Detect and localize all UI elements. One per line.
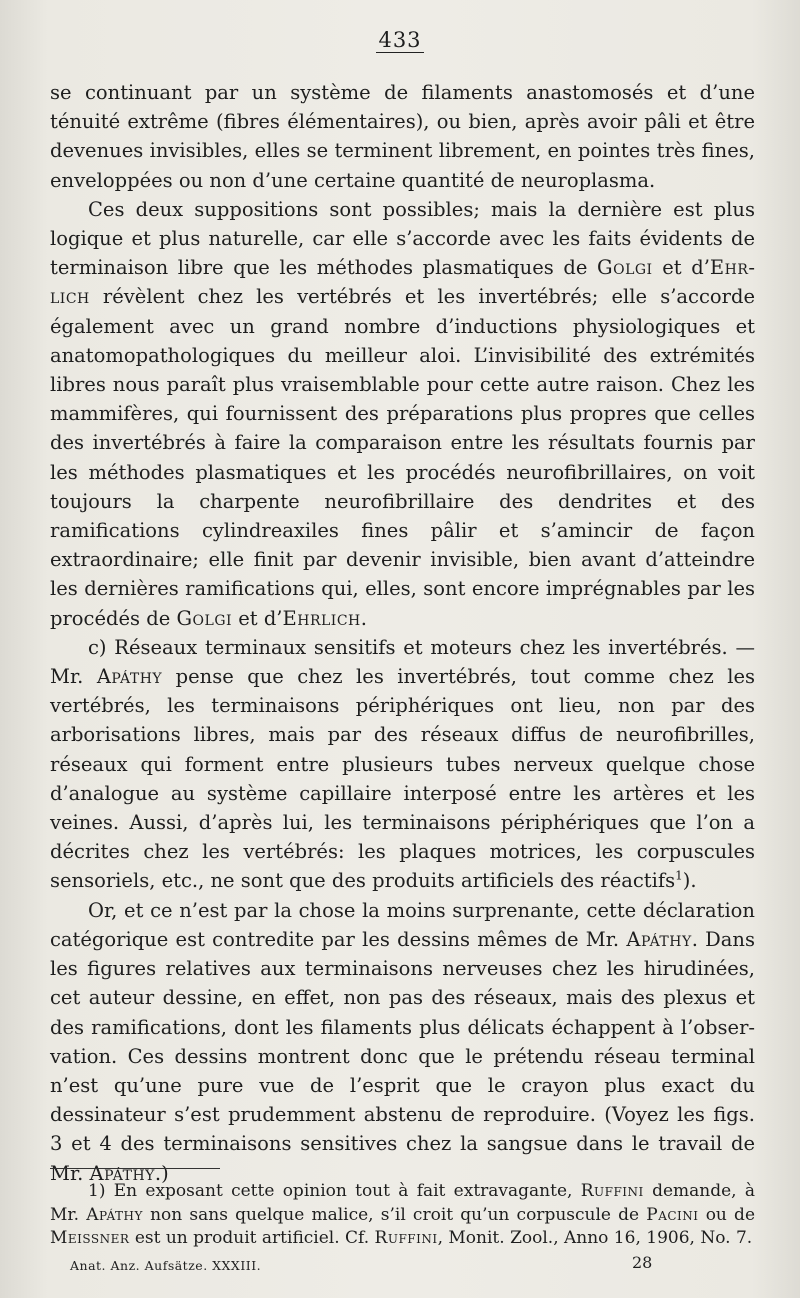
- text-run: .: [360, 606, 367, 630]
- footnote-paragraph: [50, 1180, 755, 1251]
- signature-mark: 28: [632, 1253, 653, 1272]
- page-number: 433: [378, 28, 422, 52]
- text-run: demande, à Mr.: [50, 1181, 756, 1225]
- text-run: Ces deux suppositions sont possibles; mais la dernière est plus logique et plus naturelle, car elle s’accorde avec les faits évidents de terminaison libre que les méthodes plasmatiques de: [50, 197, 755, 280]
- journal-footer: Anat. Anz. Aufsätze. XXXIII.: [70, 1258, 262, 1273]
- footnote-marker: 1: [675, 868, 683, 883]
- text-run: et d’: [232, 606, 283, 630]
- text-run: pense que chez les invertébrés, tout comme chez les vertébrés, les terminaisons périphériques ont lieu, non par des arborisations libres, mais par des réseaux diffus de neurofibrilles, réseaux qui forment entre plusieurs tubes nerveux quelque chose d’analogue au système capillaire interposé entre les artères et les veines. Aussi, d’après lui, les terminaisons périphériques que l’on a décrites chez les vertébrés: les plaques motrices, les corpuscules sensoriels, etc., ne sont que des produits artificiels des réactifs: [50, 665, 755, 893]
- author-name: Apáthy: [89, 1161, 155, 1185]
- text-run: . Dans les figures relatives aux terminaisons nerveuses chez les hirudinées, cet auteur dessine, en effet, non pas des réseaux, mais des plexus et des ramifications, dont les filaments plus délicats échappent à l’observation. Ces dessins montrent donc que le prétendu réseau terminal n’est qu’une pure vue de l’esprit que le crayon plus exact du dessinateur s’est prudemment abstenu de reproduire. (Voyez les figs. 3 et 4 des terminaisons sensitives chez la sangsue dans le travail de Mr.: [50, 927, 755, 1185]
- text-run: , Monit. Zool., Anno 16, 1906, No. 7.: [437, 1228, 753, 1248]
- text-run: non sans quelque malice, s’il croit qu’un corpuscule de: [142, 1204, 647, 1225]
- text-run: c) Réseaux terminaux sensitifs et moteurs chez les invertébrés. — Mr.: [50, 635, 755, 689]
- author-name: Golgi: [597, 256, 653, 280]
- author-name: Ruffini: [374, 1228, 438, 1248]
- text-run: Or, et ce n’est par la chose la moins surprenante, cette déclaration catégorique est contredite par les dessins mêmes de Mr.: [50, 898, 755, 951]
- author-name: Apáthy: [86, 1204, 143, 1225]
- footnote: [50, 1180, 755, 1251]
- body-text: [50, 78, 755, 1188]
- footnote-rule: [50, 1168, 220, 1169]
- paragraph: [50, 633, 755, 896]
- author-name: Apáthy: [96, 665, 163, 689]
- author-name: Ruffini: [580, 1181, 644, 1201]
- text-run: .): [154, 1161, 169, 1185]
- paragraph: [50, 195, 755, 633]
- text-run: ).: [682, 869, 697, 893]
- author-name: Apáthy: [626, 927, 692, 951]
- author-name: Pacini: [646, 1204, 699, 1225]
- text-run: est un produit artificiel. Cf.: [129, 1228, 375, 1248]
- paragraph: [50, 896, 755, 1188]
- text-run: révèlent chez les vertébrés et les invertébrés; elle s’accorde également avec un grand nombre d’inductions physiologiques et anatomopathologiques du meilleur aloi. L’invisibilité des extrémités libres nous paraît plus vraisemblable pour cette autre raison. Chez les mammifères, qui fournissent des préparations plus propres que celles des invertébrés à faire la comparaison entre les résultats fournis par les méthodes plasmatiques et les procédés neurofibrillaires, on voit toujours la charpente neurofibrillaire des dendrites et des ramifications cylindreaxiles fines pâlir et s’amincir de façon extraordinaire; elle finit par devenir invisible, bien avant d’atteindre les dernières ramifications qui, elles, sont encore imprégnables par les procédés de: [50, 285, 755, 630]
- author-name: Golgi: [176, 606, 233, 630]
- text-run: se continuant par un système de filaments anastomosés et d’une ténuité extrême (fibres élémentaires), ou bien, après avoir pâli et être devenues invisibles, elles se terminent librement, en pointes très fines, enveloppées ou non d’une certaine quantité de neuroplasma.: [50, 81, 755, 192]
- paragraph: [50, 78, 755, 195]
- text-run: et d’: [652, 256, 710, 280]
- text-run: ou de: [698, 1204, 755, 1225]
- text-run: 1) En exposant cette opinion tout à fait extravagante,: [88, 1181, 581, 1201]
- author-name: Ehrlich: [50, 256, 755, 309]
- author-name: Ehrlich: [282, 606, 361, 630]
- author-name: Meissner: [50, 1228, 130, 1248]
